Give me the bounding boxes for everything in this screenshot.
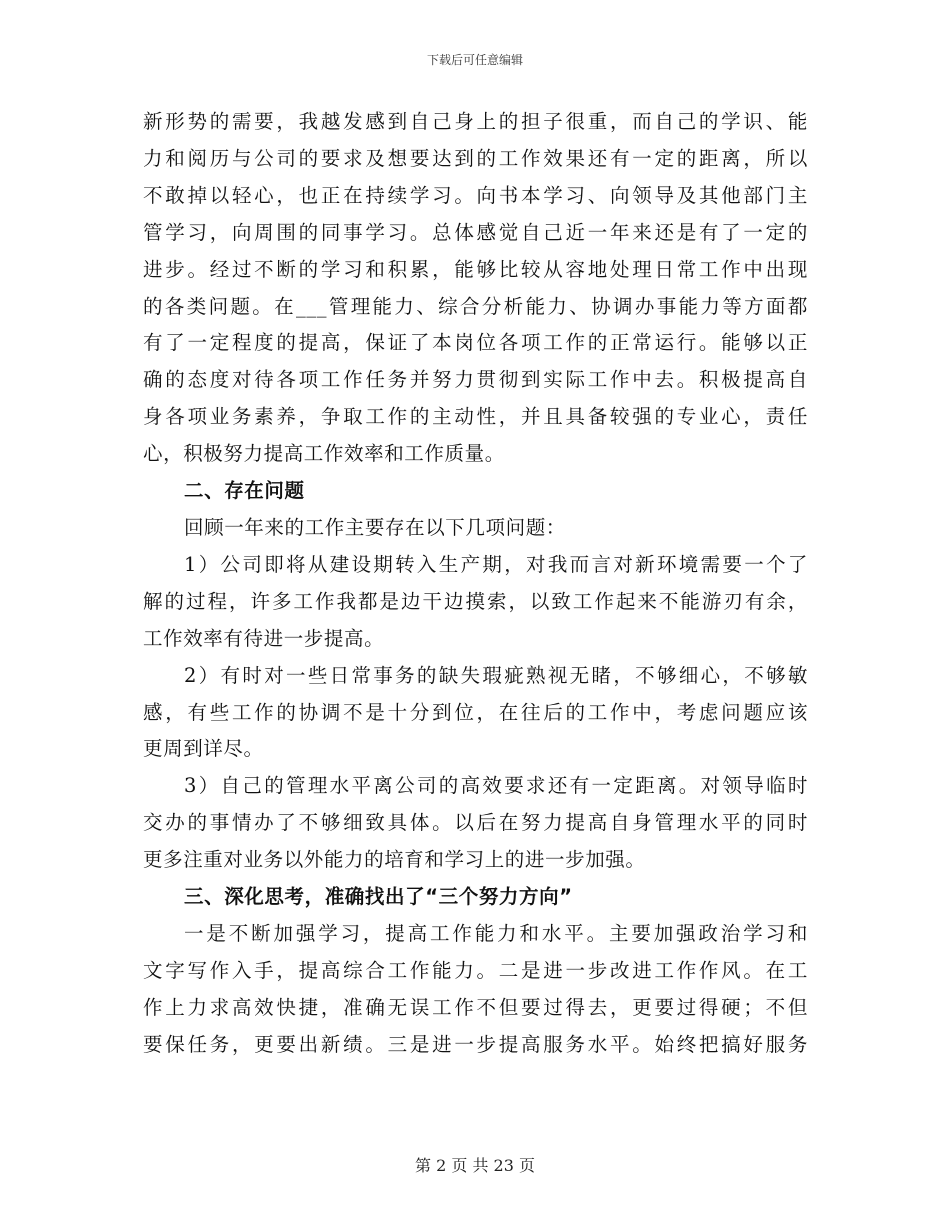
text-line: 作上力求高效快捷，准确无误工作不但要过得去，更要过得硬；不但 (143, 995, 808, 1019)
text-line: 力和阅历与公司的要求及想要达到的工作效果还有一定的距离，所以 (143, 146, 808, 170)
section-heading-problems: 二、存在问题 (184, 479, 305, 503)
problem-item-2 (143, 658, 808, 769)
text-line: 文字写作入手，提高综合工作能力。二是进一步改进工作作风。在工 (143, 958, 808, 982)
paragraph-directions (143, 916, 808, 1064)
text-line: 的各类问题。在___管理能力、综合分析能力、协调办事能力等方面都 (143, 294, 808, 318)
document-body (143, 104, 808, 1064)
text-line: 2）有时对一些日常事务的缺失瑕疵熟视无睹，不够细心，不够敏 (184, 663, 808, 687)
page-header: 下载后可任意编辑 (426, 53, 523, 67)
page-number-footer: 第 2 页 共 23 页 (415, 1156, 535, 1175)
text-line: 更多注重对业务以外能力的培育和学习上的进一步加强。 (143, 848, 646, 872)
section-heading-directions: 三、深化思考，准确找出了“三个努力方向” (184, 885, 573, 909)
text-line: 交办的事情办了不够细致具体。以后在努力提高自身管理水平的同时 (143, 811, 808, 835)
text-line: 心，积极努力提高工作效率和工作质量。 (143, 442, 505, 466)
text-line: 进步。经过不断的学习和积累，能够比较从容地处理日常工作中出现 (143, 257, 808, 281)
text-line: 有了一定程度的提高，保证了本岗位各项工作的正常运行。能够以正 (143, 331, 808, 355)
text-line: 3）自己的管理水平离公司的高效要求还有一定距离。对领导临时 (184, 774, 808, 798)
text-line: 不敢掉以轻心，也正在持续学习。向书本学习、向领导及其他部门主 (143, 183, 808, 207)
problems-intro: 回顾一年来的工作主要存在以下几项问题： (184, 515, 566, 539)
text-line: 一是不断加强学习，提高工作能力和水平。主要加强政治学习和 (184, 921, 808, 945)
text-line: 工作效率有待进一步提高。 (143, 626, 385, 650)
text-line: 更周到详尽。 (143, 737, 264, 761)
text-line: 管学习，向周围的同事学习。总体感觉自己近一年来还是有了一定的 (143, 220, 808, 244)
text-line: 确的态度对待各项工作任务并努力贯彻到实际工作中去。积极提高自 (143, 368, 808, 392)
text-line: 1）公司即将从建设期转入生产期，对我而言对新环境需要一个了 (184, 552, 808, 576)
text-line: 身各项业务素养，争取工作的主动性，并且具备较强的专业心，责任 (143, 405, 808, 429)
text-line: 要保任务，更要出新绩。三是进一步提高服务水平。始终把搞好服务 (143, 1032, 808, 1056)
text-line: 感，有些工作的协调不是十分到位，在往后的工作中，考虑问题应该 (143, 700, 808, 724)
paragraph-continuation (143, 104, 808, 473)
problem-item-3 (143, 768, 808, 879)
text-line: 新形势的需要，我越发感到自己身上的担子很重，而自己的学识、能 (143, 110, 808, 133)
problem-item-1 (143, 547, 808, 658)
text-line: 解的过程，许多工作我都是边干边摸索，以致工作起来不能游刃有余， (143, 589, 808, 613)
